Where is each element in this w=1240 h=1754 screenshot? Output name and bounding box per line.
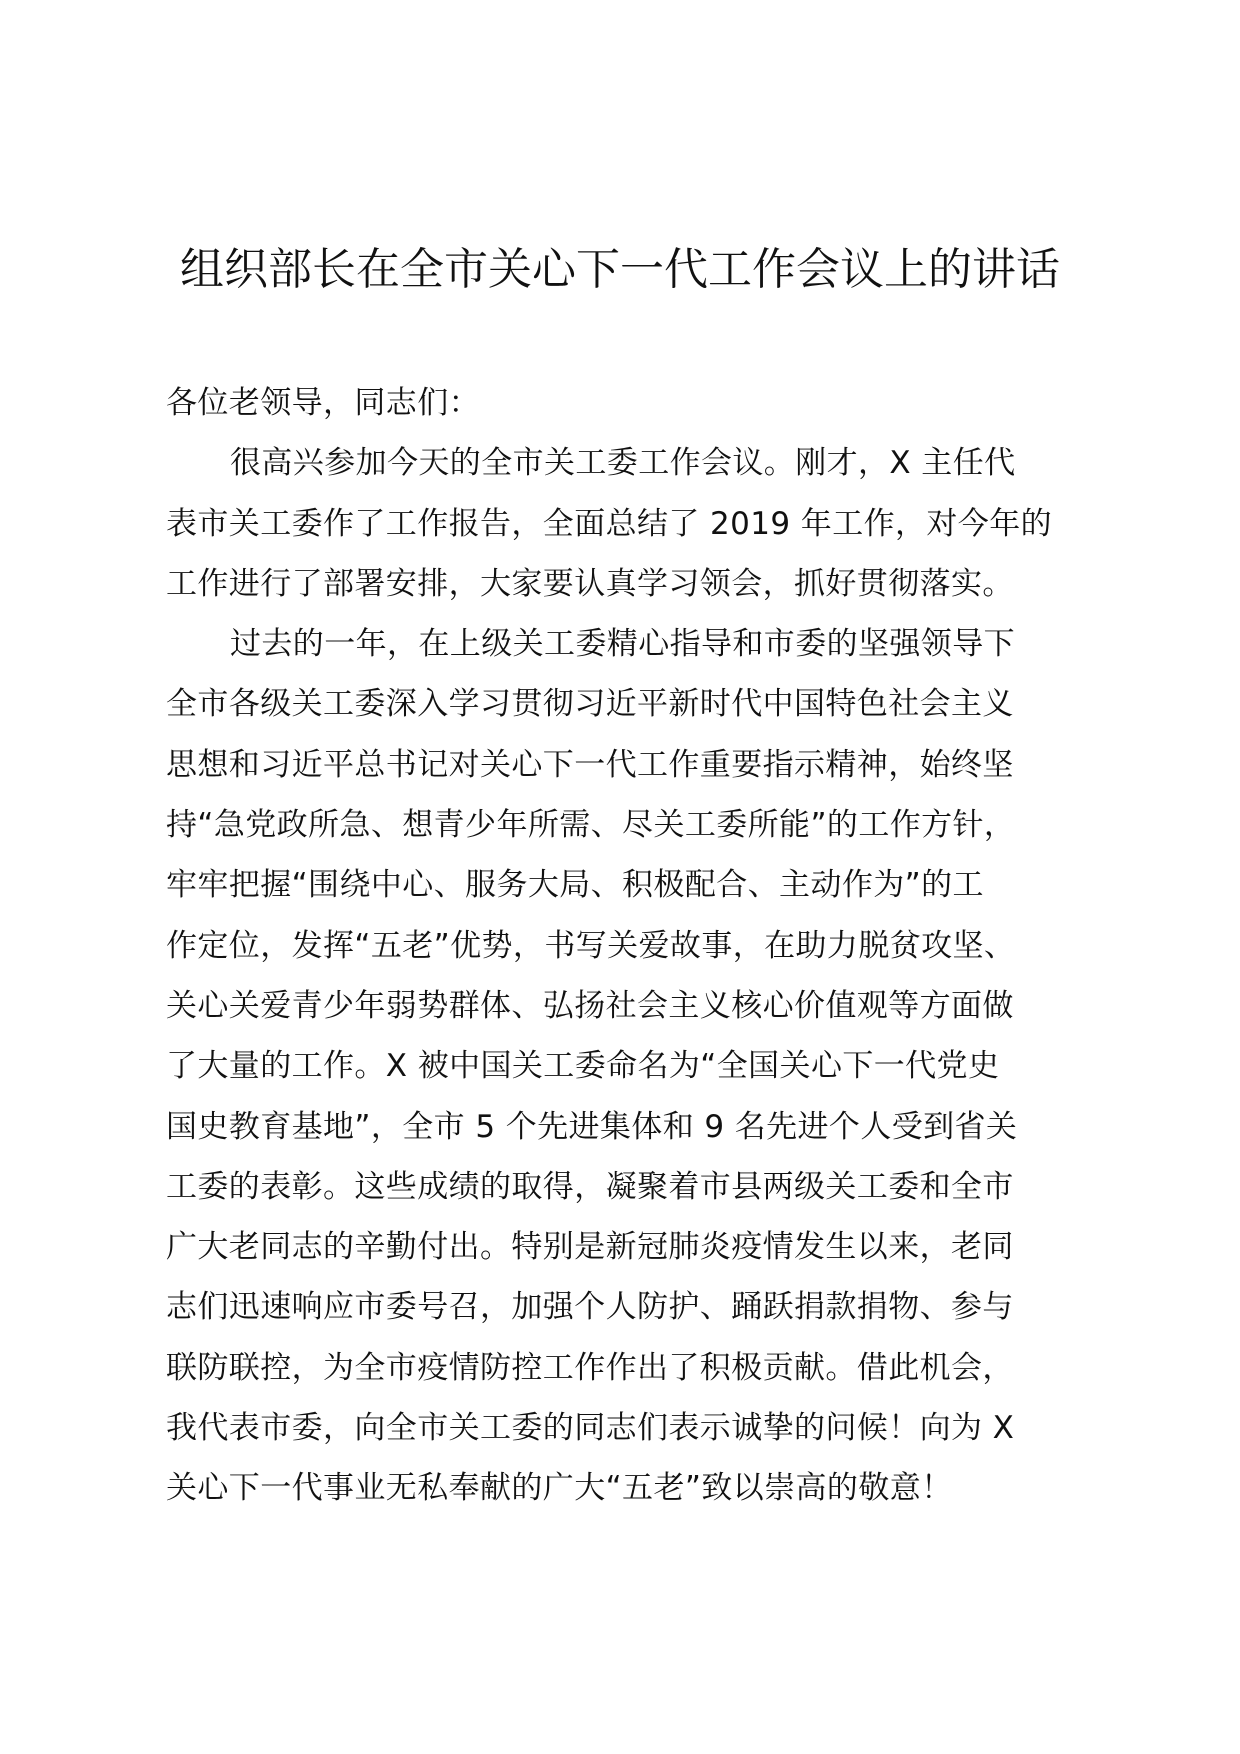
body-text-line: 过去的一年，在上级关工委精心指导和市委的坚强领导下 (230, 626, 1015, 663)
salutation-line: 各位老领导，同志们： (166, 385, 480, 421)
body-text-line: 表市关工委作了工作报告，全面总结了 2019 年工作，对今年的 (166, 505, 1052, 542)
body-text-line: 工作进行了部署安排，大家要认真学习领会，抓好贯彻落实。 (166, 565, 1014, 602)
document-title: 组织部长在全市关心下一代工作会议上的讲话 (180, 244, 1060, 295)
body-text-line: 国史教育基地”，全市 5 个先进集体和 9 名先进个人受到省关 (166, 1108, 1018, 1145)
body-text-line: 联防联控，为全市疫情防控工作作出了积极贡献。借此机会， (166, 1349, 1014, 1386)
body-text-line: 志们迅速响应市委号召，加强个人防护、踊跃捐款捐物、参与 (166, 1289, 1014, 1326)
body-text-line: 全市各级关工委深入学习贯彻习近平新时代中国特色社会主义 (166, 686, 1014, 723)
body-text-line: 持“急党政所急、想青少年所需、尽关工委所能”的工作方针， (166, 807, 1016, 844)
document-body (166, 373, 1096, 1519)
body-text-line: 关心关爱青少年弱势群体、弘扬社会主义核心价值观等方面做 (166, 987, 1014, 1024)
body-text-line: 了大量的工作。X 被中国关工委命名为“全国关心下一代党史 (166, 1048, 1000, 1085)
body-text-line: 思想和习近平总书记对关心下一代工作重要指示精神，始终坚 (166, 746, 1014, 783)
body-text-line: 很高兴参加今天的全市关工委工作会议。刚才，X 主任代 (230, 445, 1016, 482)
body-text-line: 我代表市委，向全市关工委的同志们表示诚挚的问候！向为 X (166, 1410, 1015, 1447)
body-text-line: 广大老同志的辛勤付出。特别是新冠肺炎疫情发生以来，老同 (166, 1229, 1014, 1266)
body-text-line: 工委的表彰。这些成绩的取得，凝聚着市县两级关工委和全市 (166, 1168, 1014, 1205)
body-text-line: 牢牢把握“围绕中心、服务大局、积极配合、主动作为”的工 (166, 867, 984, 904)
body-text-line: 作定位，发挥“五老”优势，书写关爱故事，在助力脱贫攻坚、 (166, 927, 1016, 964)
body-text-line: 关心下一代事业无私奉献的广大“五老”致以崇高的敬意！ (166, 1470, 953, 1507)
